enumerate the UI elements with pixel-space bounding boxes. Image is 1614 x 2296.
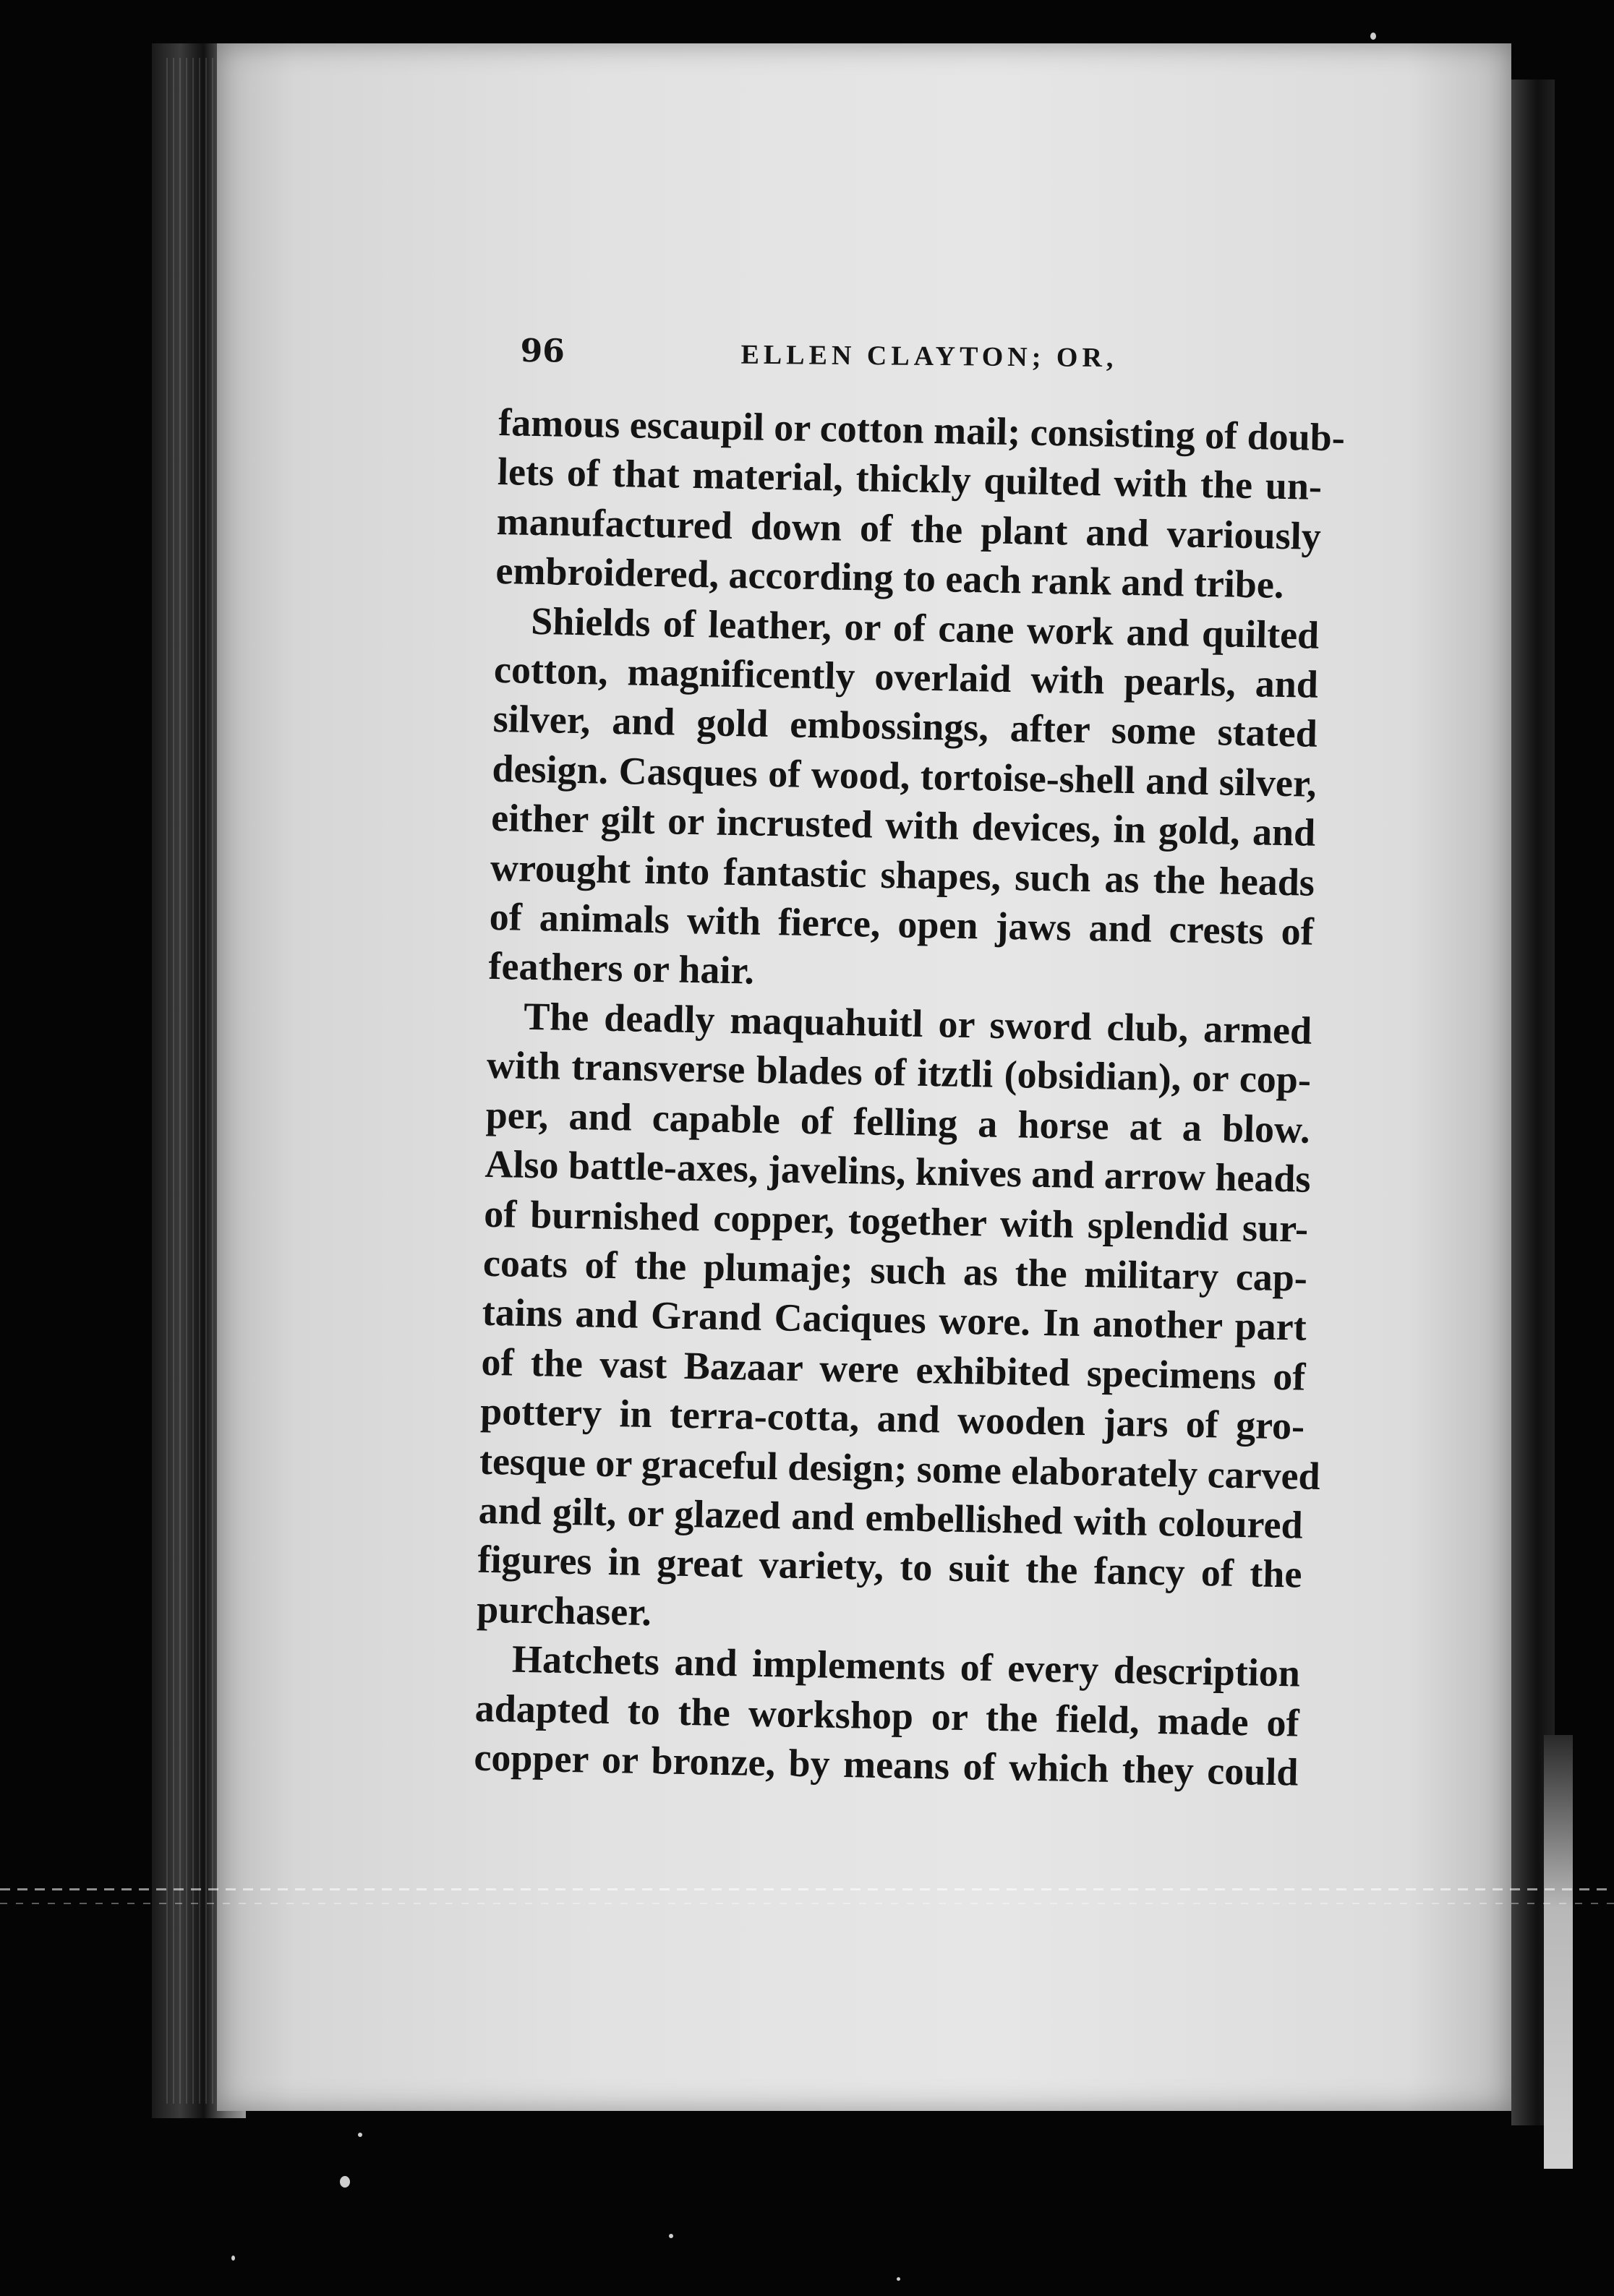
text-line: of the vast Bazaar were exhibited specimens of: [481, 1340, 1306, 1399]
text-line: lets of that material, thickly quilted with the un-: [497, 450, 1323, 509]
text-line: design. Casques of wood, tortoise-shell and silver,: [492, 746, 1317, 805]
text-line: Hatchets and implements of every description: [511, 1637, 1301, 1695]
paragraph-3: [476, 991, 1321, 1649]
running-head: [520, 318, 1388, 383]
right-page-edge-light: [1544, 1735, 1573, 2169]
text-line: pottery in terra-cotta, and wooden jars of gro-: [479, 1389, 1305, 1448]
paragraph-4: [474, 1634, 1301, 1797]
text-line: figures in great variety, to suit the fancy of the: [477, 1538, 1302, 1596]
dust-speck: [231, 2256, 235, 2261]
body-text: [473, 398, 1346, 1797]
paragraph-2: [488, 596, 1320, 1006]
text-line: Shields of leather, or of cane work and quilted: [530, 599, 1320, 657]
text-line: purchaser.: [476, 1587, 652, 1634]
text-line: of burnished copper, together with splendid sur-: [483, 1191, 1309, 1251]
text-line: tains and Grand Caciques wore. In another part: [482, 1290, 1307, 1349]
dust-speck: [358, 2133, 362, 2137]
text-line: Also battle-axes, javelins, knives and arrow heads: [484, 1141, 1312, 1201]
text-line: feathers or hair.: [488, 944, 755, 993]
text-line: and gilt, or glazed and embellished with coloured: [478, 1488, 1304, 1547]
dust-speck: [1370, 33, 1376, 40]
dust-speck: [669, 2234, 673, 2238]
page-edges: [166, 58, 217, 2104]
paragraph-1: [495, 398, 1346, 610]
text-line: tesque or graceful design; some elaborately carved: [479, 1439, 1321, 1498]
dust-speck: [340, 2176, 350, 2188]
text-line: cotton, magnificently overlaid with pearls, and: [493, 647, 1319, 706]
text-line: copper or bronze, by means of which they could: [473, 1735, 1299, 1794]
text-line: per, and capable of felling a horse at a blow.: [485, 1092, 1311, 1152]
text-line: famous escaupil or cotton mail; consisting of doub-: [498, 400, 1346, 460]
dust-speck: [897, 2277, 900, 2281]
text-line: manufactured down of the plant and variously: [496, 499, 1322, 558]
text-line: silver, and gold embossings, after some stated: [492, 697, 1318, 756]
text-line: adapted to the workshop or the field, made of: [474, 1686, 1300, 1745]
text-line: The deadly maquahuitl or sword club, armed: [523, 994, 1312, 1053]
text-line: coats of the plumaje; such as the military cap-: [482, 1241, 1308, 1300]
scan-artifact-line: [0, 1903, 1614, 1904]
text-line: of animals with fierce, open jaws and crests of: [489, 894, 1315, 954]
page-number: 96: [520, 332, 565, 370]
text-line: either gilt or incrusted with devices, in gold, and: [490, 796, 1316, 855]
text-line: wrought into fantastic shapes, such as the heads: [490, 845, 1315, 904]
running-head-title: ELLEN CLAYTON; OR,: [740, 339, 1118, 374]
text-line: with transverse blades of itztli (obsidian), or cop-: [486, 1043, 1312, 1102]
text-line: embroidered, according to each rank and tribe.: [495, 549, 1284, 607]
scan-artifact-line: [0, 1888, 1614, 1890]
